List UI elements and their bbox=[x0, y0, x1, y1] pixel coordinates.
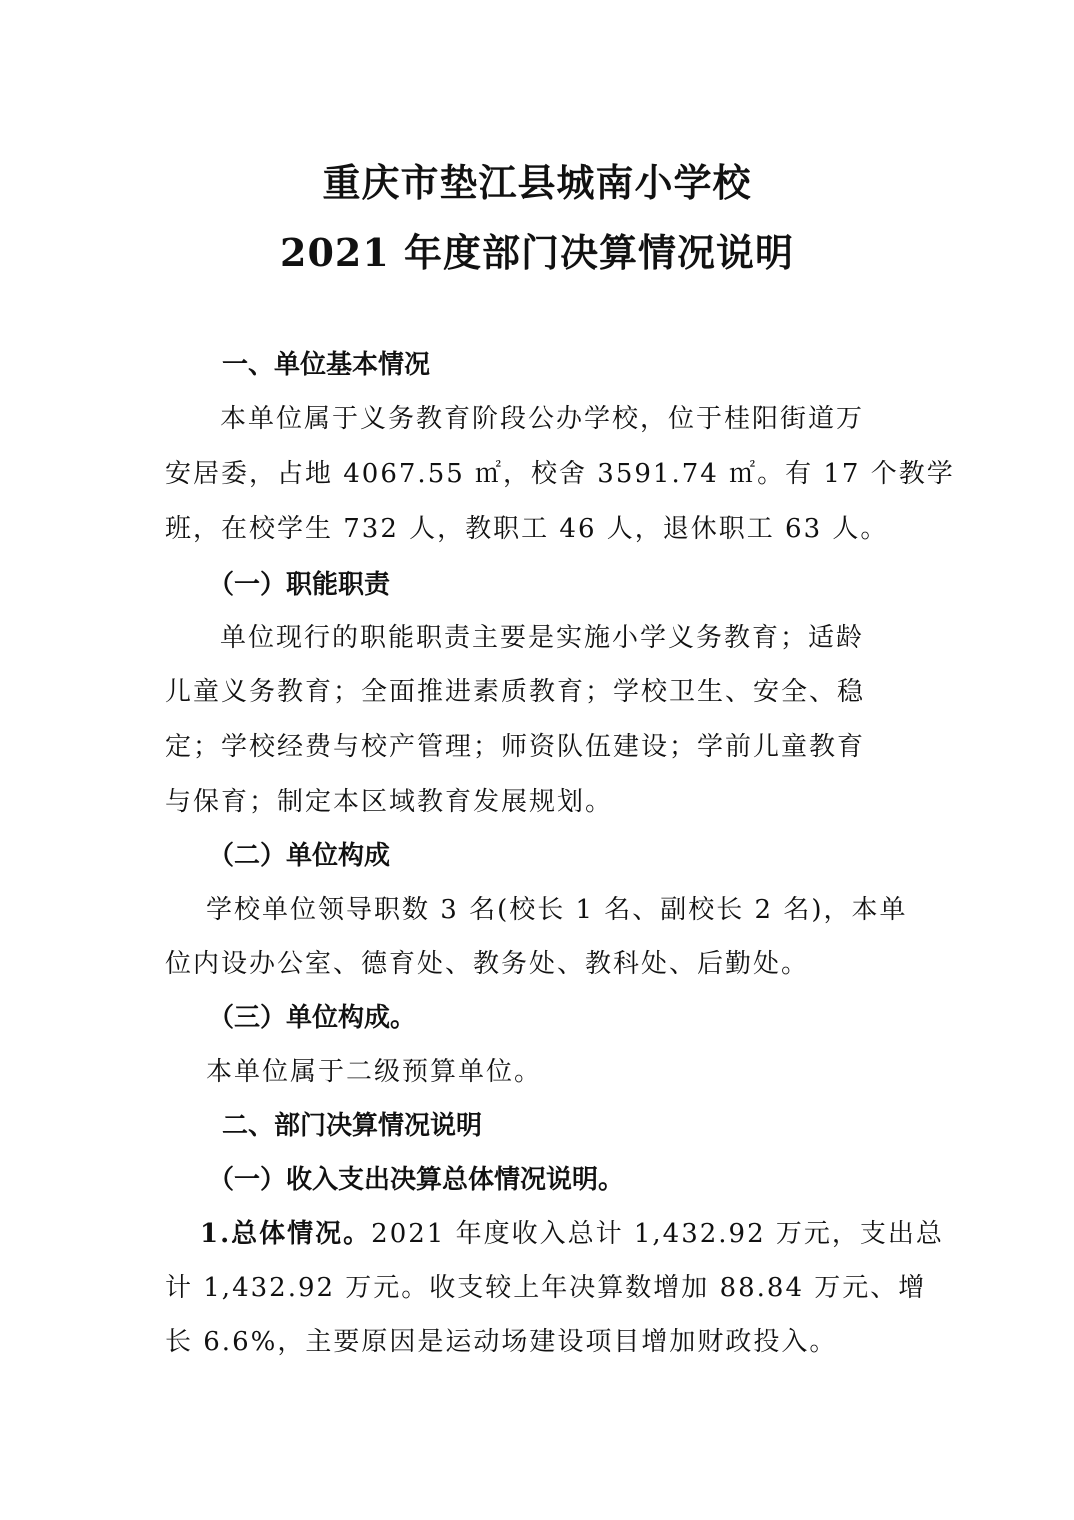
paragraph-line: 计 1,432.92 万元。收支较上年决算数增加 88.84 万元、增 bbox=[165, 1273, 927, 1303]
subsection-heading-duties: （一）职能职责 bbox=[208, 570, 391, 600]
subsection-heading-composition: （二）单位构成 bbox=[208, 841, 391, 871]
paragraph-line: 本单位属于二级预算单位。 bbox=[206, 1057, 543, 1087]
item-text: 2021 年度收入总计 1,432.92 万元，支出总 bbox=[371, 1219, 944, 1249]
paragraph-line: 班，在校学生 732 人，教职工 46 人，退休职工 63 人。 bbox=[165, 514, 889, 544]
document-title-line2: 2021 年度部门决算情况说明 bbox=[280, 230, 794, 275]
subsection-heading-overall: （一）收入支出决算总体情况说明。 bbox=[208, 1165, 625, 1195]
subsection-heading-composition-2: （三）单位构成。 bbox=[208, 1003, 417, 1033]
section-heading-basic-info: 一、单位基本情况 bbox=[222, 350, 431, 380]
section-heading-final-accounts: 二、部门决算情况说明 bbox=[222, 1111, 483, 1141]
paragraph-line: 儿童义务教育；全面推进素质教育；学校卫生、安全、稳 bbox=[165, 677, 866, 707]
paragraph-line: 单位现行的职能职责主要是实施小学义务教育；适龄 bbox=[220, 623, 865, 653]
paragraph-line: 安居委，占地 4067.55 ㎡，校舍 3591.74 ㎡。有 17 个教学 bbox=[165, 459, 955, 489]
paragraph-line: 定；学校经费与校产管理；师资队伍建设；学前儿童教育 bbox=[165, 732, 866, 762]
paragraph-line: 位内设办公室、德育处、教务处、教科处、后勤处。 bbox=[165, 949, 810, 979]
paragraph-line: 长 6.6%，主要原因是运动场建设项目增加财政投入。 bbox=[165, 1327, 838, 1357]
paragraph-line: 本单位属于义务教育阶段公办学校，位于桂阳街道万 bbox=[220, 404, 865, 434]
paragraph-line: 学校单位领导职数 3 名(校长 1 名、副校长 2 名)，本单 bbox=[206, 895, 908, 925]
document-title-line1: 重庆市垫江县城南小学校 bbox=[322, 160, 752, 205]
paragraph-line bbox=[200, 1213, 944, 1250]
paragraph-line: 与保育；制定本区域教育发展规划。 bbox=[165, 787, 614, 817]
item-label-overall: 1.总体情况。 bbox=[200, 1219, 372, 1249]
